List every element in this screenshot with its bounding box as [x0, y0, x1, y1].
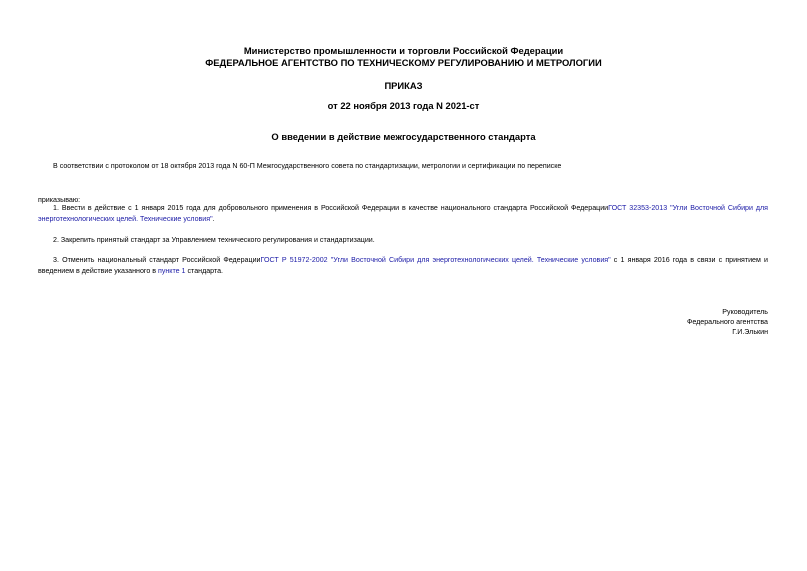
item-3-suffix: стандарта.: [185, 266, 224, 275]
agency-name: ФЕДЕРАЛЬНОЕ АГЕНТСТВО ПО ТЕХНИЧЕСКОМУ РЕГУЛИРОВАНИЮ И МЕТРОЛОГИИ: [205, 57, 602, 68]
item-3: [38, 255, 768, 276]
signature-title: Руководитель: [722, 308, 768, 316]
item-1-text: 1. Ввести в действие с 1 января 2015 года для добровольного применения в Российской Федерации в качестве национального стандарта Российской Федерации: [53, 204, 609, 212]
ministry-name: Министерство промышленности и торговли Российской Федерации: [243, 45, 564, 56]
item-3-middle: с 1 января 2016 года в связи с принятием и введением в действие указанного в: [38, 256, 769, 275]
item-3-text: 3. Отменить национальный стандарт Российской Федерации: [53, 256, 261, 264]
gost-r-51972-2002-link[interactable]: ГОСТ Р 51972-2002 "Угли Восточной Сибири для энерготехнологических целей. Технические условия": [260, 256, 611, 264]
item-1-reference-link[interactable]: пункте 1: [157, 266, 186, 275]
document-subject: О введении в действие межгосударственного стандарта: [271, 131, 536, 142]
item-1: [38, 203, 768, 224]
item-1-suffix: .: [212, 214, 215, 223]
signature-agency: Федерального агентства: [686, 318, 768, 326]
gost-32353-2013-link[interactable]: ГОСТ 32353-2013 "Угли Восточной Сибири для энерготехнологических целей. Технические условия": [38, 204, 769, 223]
document-type: ПРИКАЗ: [384, 80, 423, 91]
signature-name: Г.И.Элькин: [732, 328, 768, 336]
preamble-text: В соответствии с протоколом от 18 октября 2013 года N 60-П Межгосударственного совета по стандартизации, метрологии и сертификации по переписке: [53, 162, 562, 170]
document-date-number: от 22 ноября 2013 года N 2021-ст: [327, 100, 480, 111]
order-word: приказываю:: [38, 196, 81, 204]
item-2: 2. Закрепить принятый стандарт за Управлением технического регулирования и стандартизации.: [53, 236, 375, 244]
